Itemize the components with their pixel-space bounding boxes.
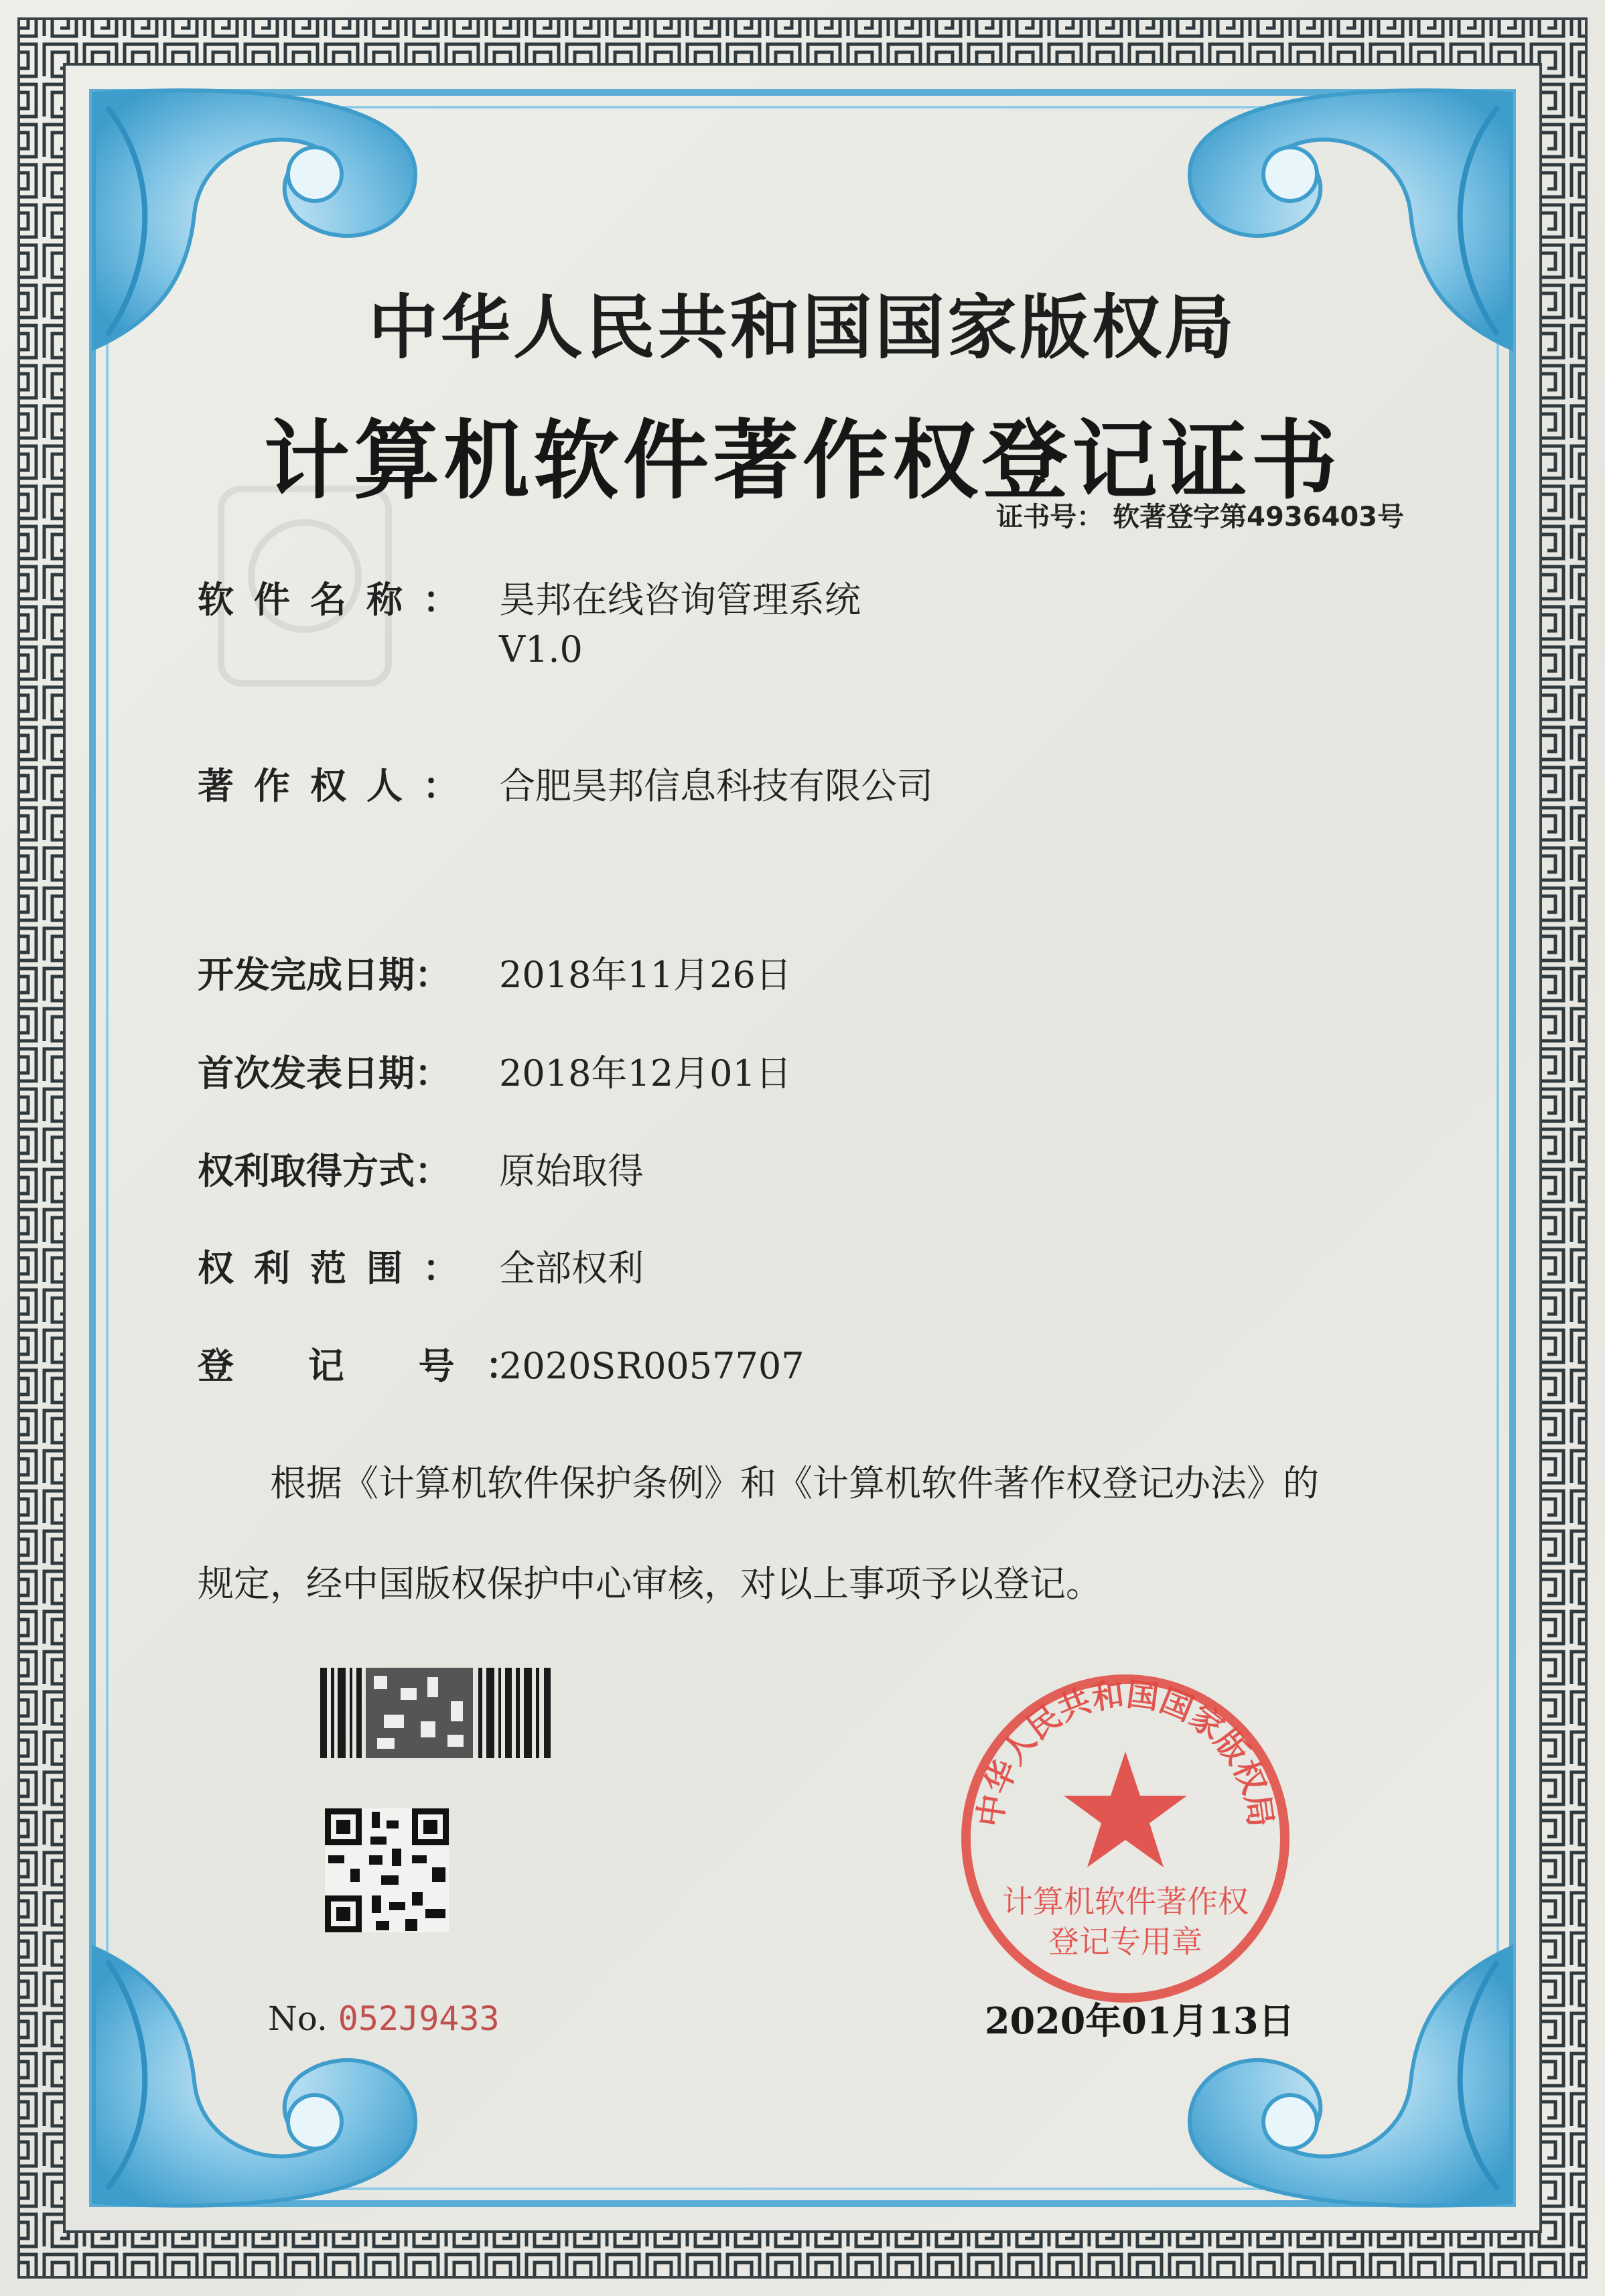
official-seal-icon xyxy=(951,1664,1300,2013)
barcode-icon xyxy=(320,1668,555,1758)
field-value: 2018年11月26日 xyxy=(499,954,792,996)
field-label: 首次发表日期： xyxy=(198,1052,451,1094)
field-value: 全部权利 xyxy=(499,1247,644,1289)
corner-ornament-bottom-left xyxy=(94,1948,415,2206)
statement-line-2: 规定，经中国版权保护中心审核，对以上事项予以登记。 xyxy=(198,1563,1102,1605)
qr-code-icon xyxy=(325,1808,449,1932)
serial-value: 052J9433 xyxy=(338,1999,500,2038)
statement-line-1: 根据《计算机软件保护条例》和《计算机软件著作权登记办法》的 xyxy=(270,1462,1319,1504)
serial-number xyxy=(268,1999,500,2038)
seal-top-text: 中华人民共和国国家版权局 xyxy=(971,1675,1280,1830)
seal-line-2: 登记专用章 xyxy=(1048,1924,1202,1960)
field-value: 昊邦在线咨询管理系统 xyxy=(499,579,861,621)
certificate-number: 证书号： 软著登字第4936403号 xyxy=(996,502,1404,532)
field-label: 开发完成日期： xyxy=(198,954,451,996)
field-value: 合肥昊邦信息科技有限公司 xyxy=(499,765,933,807)
field-value: 2020SR0057707 xyxy=(499,1345,805,1387)
certificate-title: 计算机软件著作权登记证书 xyxy=(263,411,1341,511)
serial-prefix: No. xyxy=(268,1999,328,2038)
field-label: 著作权人： xyxy=(198,765,479,807)
field-value: V1.0 xyxy=(499,628,583,670)
issuer-title: 中华人民共和国国家版权局 xyxy=(368,287,1237,368)
field-label: 登 记 号： xyxy=(198,1345,553,1387)
field-value: 2018年12月01日 xyxy=(499,1052,792,1094)
issue-date: 2020年01月13日 xyxy=(985,1999,1295,2042)
field-label: 权利取得方式： xyxy=(198,1150,451,1192)
field-label: 权利范围： xyxy=(198,1247,479,1289)
field-label: 软件名称： xyxy=(198,579,479,621)
field-value: 原始取得 xyxy=(499,1150,644,1192)
seal-line-1: 计算机软件著作权 xyxy=(1002,1883,1249,1920)
